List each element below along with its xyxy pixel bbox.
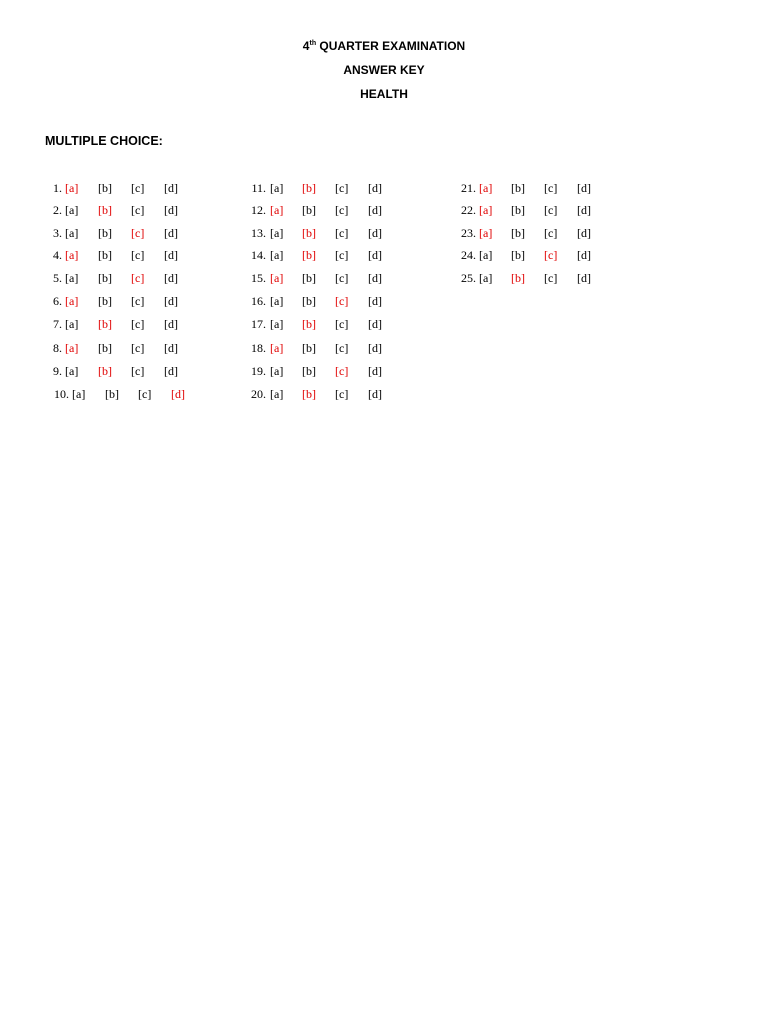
- choice-option: [b]: [98, 341, 112, 355]
- choice-option: [b]: [98, 181, 112, 195]
- choice-option: [d]: [368, 364, 382, 378]
- choice-option: [c]: [335, 226, 349, 240]
- question-number: 13.: [251, 226, 266, 240]
- question-number: 7.: [53, 317, 62, 331]
- question-number: 17.: [251, 317, 266, 331]
- choice-option: [d]: [368, 387, 382, 401]
- question-number: 11.: [251, 181, 266, 195]
- choice-option: [a]: [65, 226, 79, 240]
- choice-correct: [b]: [98, 317, 112, 331]
- choice-option: [c]: [131, 181, 145, 195]
- choice-correct: [a]: [270, 203, 284, 217]
- question-number: 16.: [251, 294, 266, 308]
- question-number: 9.: [53, 364, 62, 378]
- choice-option: [b]: [98, 248, 112, 262]
- choice-option: [c]: [335, 387, 349, 401]
- choice-option: [b]: [98, 271, 112, 285]
- question-number: 2.: [53, 203, 62, 217]
- choice-correct: [c]: [335, 364, 349, 378]
- choice-option: [c]: [544, 271, 558, 285]
- choice-option: [a]: [270, 317, 284, 331]
- choice-option: [b]: [511, 181, 525, 195]
- choice-option: [d]: [577, 181, 591, 195]
- exam-title-ordinal: th: [309, 40, 317, 47]
- choice-option: [d]: [164, 364, 178, 378]
- choice-option: [c]: [335, 341, 349, 355]
- choice-option: [d]: [164, 181, 178, 195]
- choice-option: [a]: [479, 248, 493, 262]
- answer-grid: [0, 0, 768, 420]
- choice-option: [a]: [270, 294, 284, 308]
- question-number: 20.: [251, 387, 266, 401]
- choice-option: [c]: [335, 203, 349, 217]
- choice-option: [c]: [131, 341, 145, 355]
- choice-option: [b]: [98, 226, 112, 240]
- question-row: [0, 386, 768, 402]
- question-number: 23.: [461, 226, 476, 240]
- question-number: 3.: [53, 226, 62, 240]
- choice-option: [d]: [577, 203, 591, 217]
- choice-option: [c]: [544, 203, 558, 217]
- choice-correct: [b]: [302, 248, 316, 262]
- choice-option: [a]: [270, 248, 284, 262]
- question-row: [0, 316, 768, 332]
- question-number: 8.: [53, 341, 62, 355]
- choice-option: [d]: [577, 226, 591, 240]
- choice-option: [c]: [131, 317, 145, 331]
- choice-option: [d]: [577, 248, 591, 262]
- question-row: [0, 363, 768, 379]
- choice-option: [b]: [98, 294, 112, 308]
- choice-option: [a]: [65, 364, 79, 378]
- choice-correct: [b]: [302, 317, 316, 331]
- subject-title: HEALTH: [360, 87, 408, 101]
- choice-option: [c]: [335, 181, 349, 195]
- question-row: [0, 225, 768, 241]
- choice-option: [c]: [335, 317, 349, 331]
- choice-correct: [c]: [544, 248, 558, 262]
- question-number: 10.: [54, 387, 69, 401]
- question-number: 12.: [251, 203, 266, 217]
- choice-correct: [b]: [98, 203, 112, 217]
- choice-correct: [b]: [98, 364, 112, 378]
- choice-option: [d]: [577, 271, 591, 285]
- question-number: 15.: [251, 271, 266, 285]
- choice-correct: [a]: [270, 271, 284, 285]
- choice-correct: [a]: [65, 248, 79, 262]
- choice-option: [d]: [164, 248, 178, 262]
- choice-option: [c]: [335, 271, 349, 285]
- choice-option: [a]: [65, 317, 79, 331]
- choice-option: [d]: [164, 271, 178, 285]
- exam-title-number: 4: [302, 39, 310, 53]
- question-number: 21.: [461, 181, 476, 195]
- choice-correct: [a]: [65, 341, 79, 355]
- question-number: 24.: [461, 248, 476, 262]
- choice-option: [c]: [544, 226, 558, 240]
- question-row: [0, 340, 768, 356]
- choice-option: [d]: [164, 203, 178, 217]
- choice-correct: [a]: [479, 226, 493, 240]
- question-number: 14.: [251, 248, 266, 262]
- choice-option: [b]: [511, 226, 525, 240]
- choice-option: [d]: [368, 294, 382, 308]
- choice-option: [d]: [164, 317, 178, 331]
- choice-option: [b]: [511, 248, 525, 262]
- choice-option: [a]: [65, 271, 79, 285]
- question-row: [0, 180, 768, 196]
- choice-option: [c]: [131, 364, 145, 378]
- document-subtitle: ANSWER KEY: [343, 63, 425, 77]
- choice-correct: [b]: [511, 271, 525, 285]
- question-number: 22.: [461, 203, 476, 217]
- choice-correct: [c]: [131, 226, 145, 240]
- choice-option: [d]: [368, 271, 382, 285]
- choice-option: [a]: [65, 203, 79, 217]
- section-label: MULTIPLE CHOICE:: [45, 134, 163, 148]
- question-number: 5.: [53, 271, 62, 285]
- choice-option: [b]: [302, 294, 316, 308]
- choice-correct: [d]: [171, 387, 185, 401]
- choice-correct: [b]: [302, 181, 316, 195]
- choice-correct: [b]: [302, 226, 316, 240]
- question-row: [0, 270, 768, 286]
- choice-correct: [a]: [65, 294, 79, 308]
- choice-option: [d]: [368, 203, 382, 217]
- choice-option: [a]: [270, 181, 284, 195]
- question-number: 6.: [53, 294, 62, 308]
- choice-option: [a]: [479, 271, 493, 285]
- choice-option: [c]: [131, 294, 145, 308]
- choice-correct: [a]: [479, 181, 493, 195]
- choice-option: [d]: [368, 181, 382, 195]
- question-number: 19.: [251, 364, 266, 378]
- choice-option: [b]: [302, 341, 316, 355]
- question-number: 18.: [251, 341, 266, 355]
- choice-option: [c]: [335, 248, 349, 262]
- choice-option: [c]: [544, 181, 558, 195]
- choice-correct: [a]: [270, 341, 284, 355]
- choice-correct: [c]: [335, 294, 349, 308]
- choice-option: [d]: [164, 294, 178, 308]
- question-row: [0, 247, 768, 263]
- choice-option: [b]: [302, 364, 316, 378]
- choice-option: [c]: [131, 203, 145, 217]
- choice-option: [b]: [302, 203, 316, 217]
- choice-option: [a]: [72, 387, 86, 401]
- choice-option: [b]: [302, 271, 316, 285]
- choice-option: [b]: [511, 203, 525, 217]
- choice-correct: [b]: [302, 387, 316, 401]
- choice-option: [a]: [270, 387, 284, 401]
- choice-option: [d]: [368, 341, 382, 355]
- choice-correct: [a]: [65, 181, 79, 195]
- choice-option: [d]: [164, 226, 178, 240]
- exam-title-text: QUARTER EXAMINATION: [316, 39, 466, 53]
- question-row: [0, 202, 768, 218]
- choice-option: [c]: [131, 248, 145, 262]
- choice-option: [d]: [164, 341, 178, 355]
- choice-option: [a]: [270, 226, 284, 240]
- choice-option: [a]: [270, 364, 284, 378]
- choice-option: [d]: [368, 226, 382, 240]
- choice-option: [d]: [368, 248, 382, 262]
- choice-option: [d]: [368, 317, 382, 331]
- question-number: 1.: [53, 181, 62, 195]
- question-number: 25.: [461, 271, 476, 285]
- choice-option: [c]: [138, 387, 152, 401]
- question-row: [0, 293, 768, 309]
- choice-option: [b]: [105, 387, 119, 401]
- choice-correct: [a]: [479, 203, 493, 217]
- question-number: 4.: [53, 248, 62, 262]
- choice-correct: [c]: [131, 271, 145, 285]
